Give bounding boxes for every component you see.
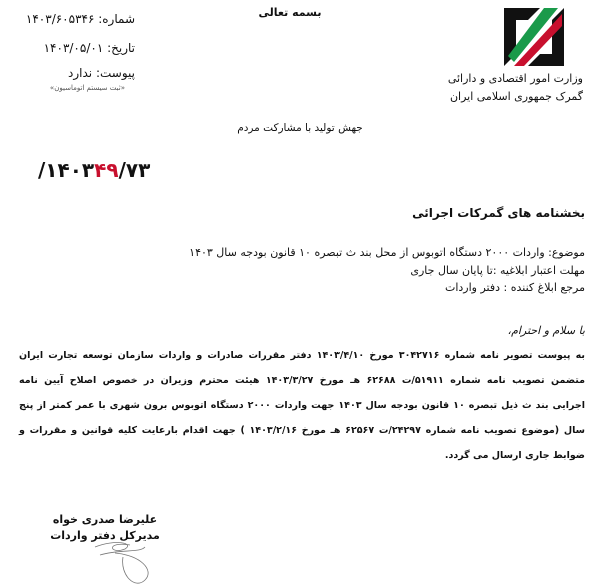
body-line: به پیوست تصویر نامه شماره ۳۰۴۲۷۱۶ مورخ ۱۴۰۳/۴/۱۰ دفتر مقررات صادرات و واردات سازمان توسعه تجارت ایران xyxy=(19,350,585,361)
body-line: ضوابط جاری ارسال می گردد. xyxy=(444,450,585,461)
bismillah-heading: بسمه تعالی xyxy=(258,6,322,19)
customs-name: گمرک جمهوری اسلامی ایران xyxy=(449,90,583,103)
letter-date: تاریخ: ۱۴۰۳/۰۵/۰۱ xyxy=(43,41,135,55)
handwritten-signature-icon xyxy=(85,535,165,585)
ref-middle: ۴۹ xyxy=(94,158,119,182)
circular-reference-number xyxy=(38,158,150,182)
signatory-title: مدیرکل دفتر واردات xyxy=(50,529,160,542)
authority-line: مرجع ابلاغ کننده : دفتر واردات xyxy=(445,281,585,294)
slogan: جهش تولید با مشارکت مردم xyxy=(237,122,363,134)
ministry-name: وزارت امور اقتصادی و دارائی xyxy=(447,72,583,85)
circular-title: بخشنامه های گمرکات اجرائی xyxy=(412,206,585,220)
ref-prefix: /۱۴۰۳ xyxy=(38,158,95,182)
letter-number: شماره: ۱۴۰۳/۶۰۵۳۴۶ xyxy=(25,12,135,26)
greeting: با سلام و احترام، xyxy=(507,324,585,337)
body-line: اجرایی بند ث ذیل تبصره ۱۰ قانون بودجه سال ۱۴۰۳ جهت واردات ۲۰۰۰ دستگاه اتوبوس برون شهری با عمر کمتر از پنج xyxy=(19,400,586,411)
signatory-name: علیرضا صدری خواه xyxy=(52,513,158,526)
letter-body xyxy=(19,343,585,468)
ref-suffix: /۷۳ xyxy=(118,158,151,182)
system-note: «ثبت سیستم اتوماسیون» xyxy=(49,84,125,92)
customs-logo-icon xyxy=(500,4,568,70)
validity-line: مهلت اعتبار ابلاغیه :تا پایان سال جاری xyxy=(410,264,585,277)
body-line: متضمن تصویب نامه شماره ۵۱۹۱۱/ت ۶۲۶۸۸ هـ مورخ ۱۴۰۳/۳/۲۷ هیئت محترم وزیران در خصوص اصلاح آیین نامه xyxy=(19,375,585,386)
subject-line: موضوع: واردات ۲۰۰۰ دستگاه اتوبوس از محل بند ث تبصره ۱۰ قانون بودجه سال ۱۴۰۳ xyxy=(189,246,585,259)
letter-attachment: پیوست: ندارد xyxy=(68,66,135,80)
body-line: سال (موضوع تصویب نامه شماره ۲۴۲۹۷/ت ۶۲۵۶۷ هـ مورخ ۱۴۰۳/۲/۱۶ ) جهت اقدام بارعایت کلیه قوانین و مقررات و xyxy=(19,425,585,436)
